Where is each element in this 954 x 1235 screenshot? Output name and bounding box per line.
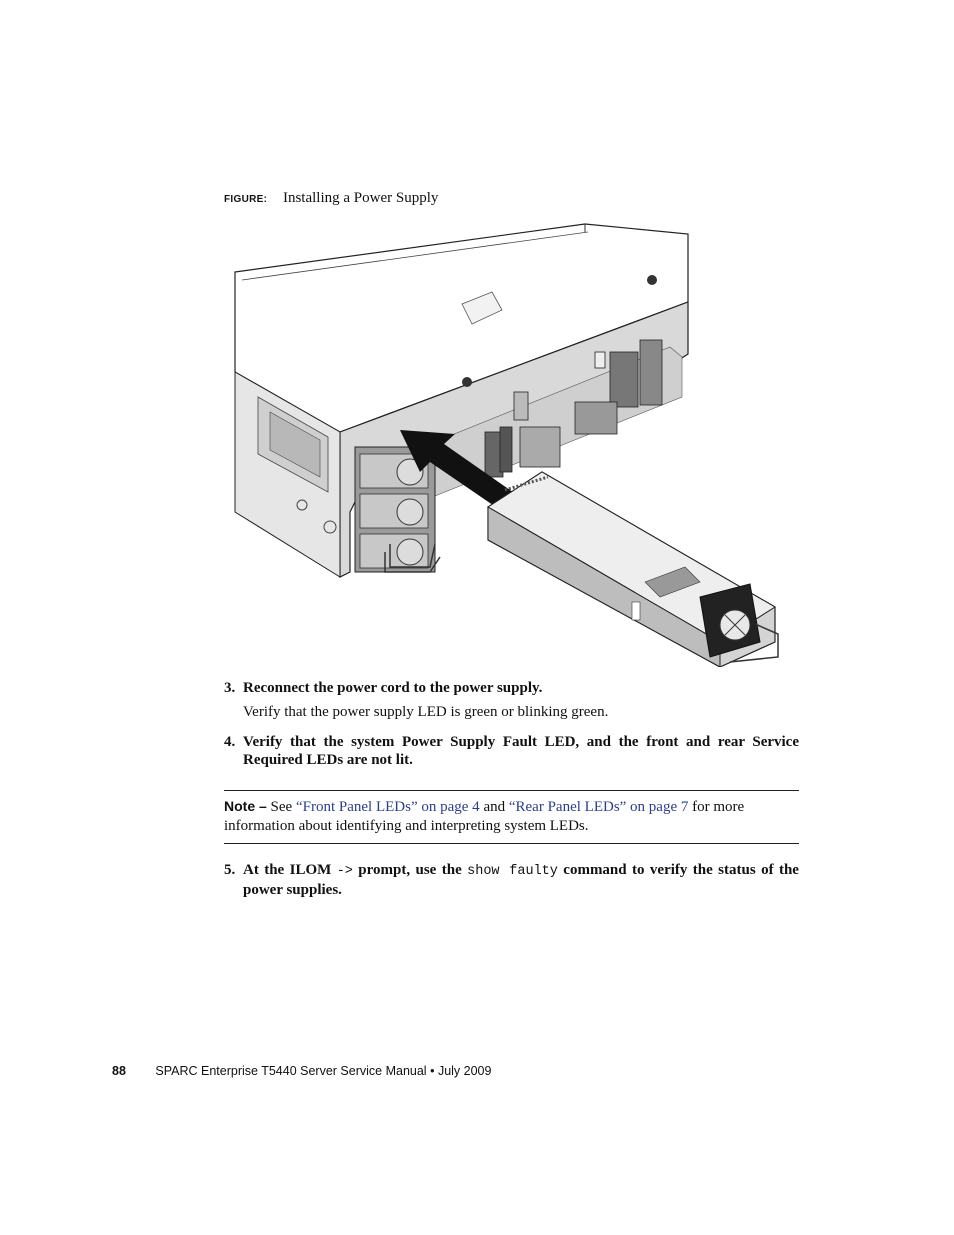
step-number: 4. xyxy=(224,734,236,750)
step-text: Reconnect the power cord to the power supply. xyxy=(243,680,543,696)
page-number: 88 xyxy=(112,1064,126,1078)
step-number: 5. xyxy=(224,862,236,878)
step-3 xyxy=(224,679,799,721)
step-text-part: At the ILOM xyxy=(243,862,337,878)
page-footer xyxy=(112,1064,491,1078)
note-and: and xyxy=(483,799,506,815)
command-show-faulty: show faulty xyxy=(467,864,558,879)
figure-caption xyxy=(224,190,438,207)
step-number: 3. xyxy=(224,680,236,696)
figure-title: Installing a Power Supply xyxy=(282,190,439,206)
step-body: Verify that the power supply LED is green or blinking green. xyxy=(243,704,609,720)
step-5 xyxy=(224,861,799,899)
note-rest: for more information about identifying and interpreting system LEDs. xyxy=(224,799,745,834)
note-box xyxy=(224,790,799,844)
power-supply-illustration xyxy=(230,222,790,667)
note-see: See xyxy=(270,799,293,815)
note-label: Note – xyxy=(224,798,267,814)
rear-panel-leds-link[interactable]: “Rear Panel LEDs” on page 7 xyxy=(508,799,689,815)
step-text-part: prompt, use the xyxy=(352,862,468,878)
manual-title: SPARC Enterprise T5440 Server Service Manual xyxy=(155,1064,427,1078)
step-text xyxy=(243,861,799,899)
step-text-part: command to verify the status of the power supplies. xyxy=(243,862,799,898)
ilom-prompt: -> xyxy=(336,864,353,879)
figure-tag: FIGURE: xyxy=(224,194,268,205)
step-4 xyxy=(224,733,799,769)
step-text: Verify that the system Power Supply Fault LED, and the front and rear Service Required LEDs are not lit. xyxy=(243,734,799,768)
footer-separator: • xyxy=(430,1064,435,1078)
publication-date: July 2009 xyxy=(437,1064,492,1078)
front-panel-leds-link[interactable]: “Front Panel LEDs” on page 4 xyxy=(295,799,480,815)
